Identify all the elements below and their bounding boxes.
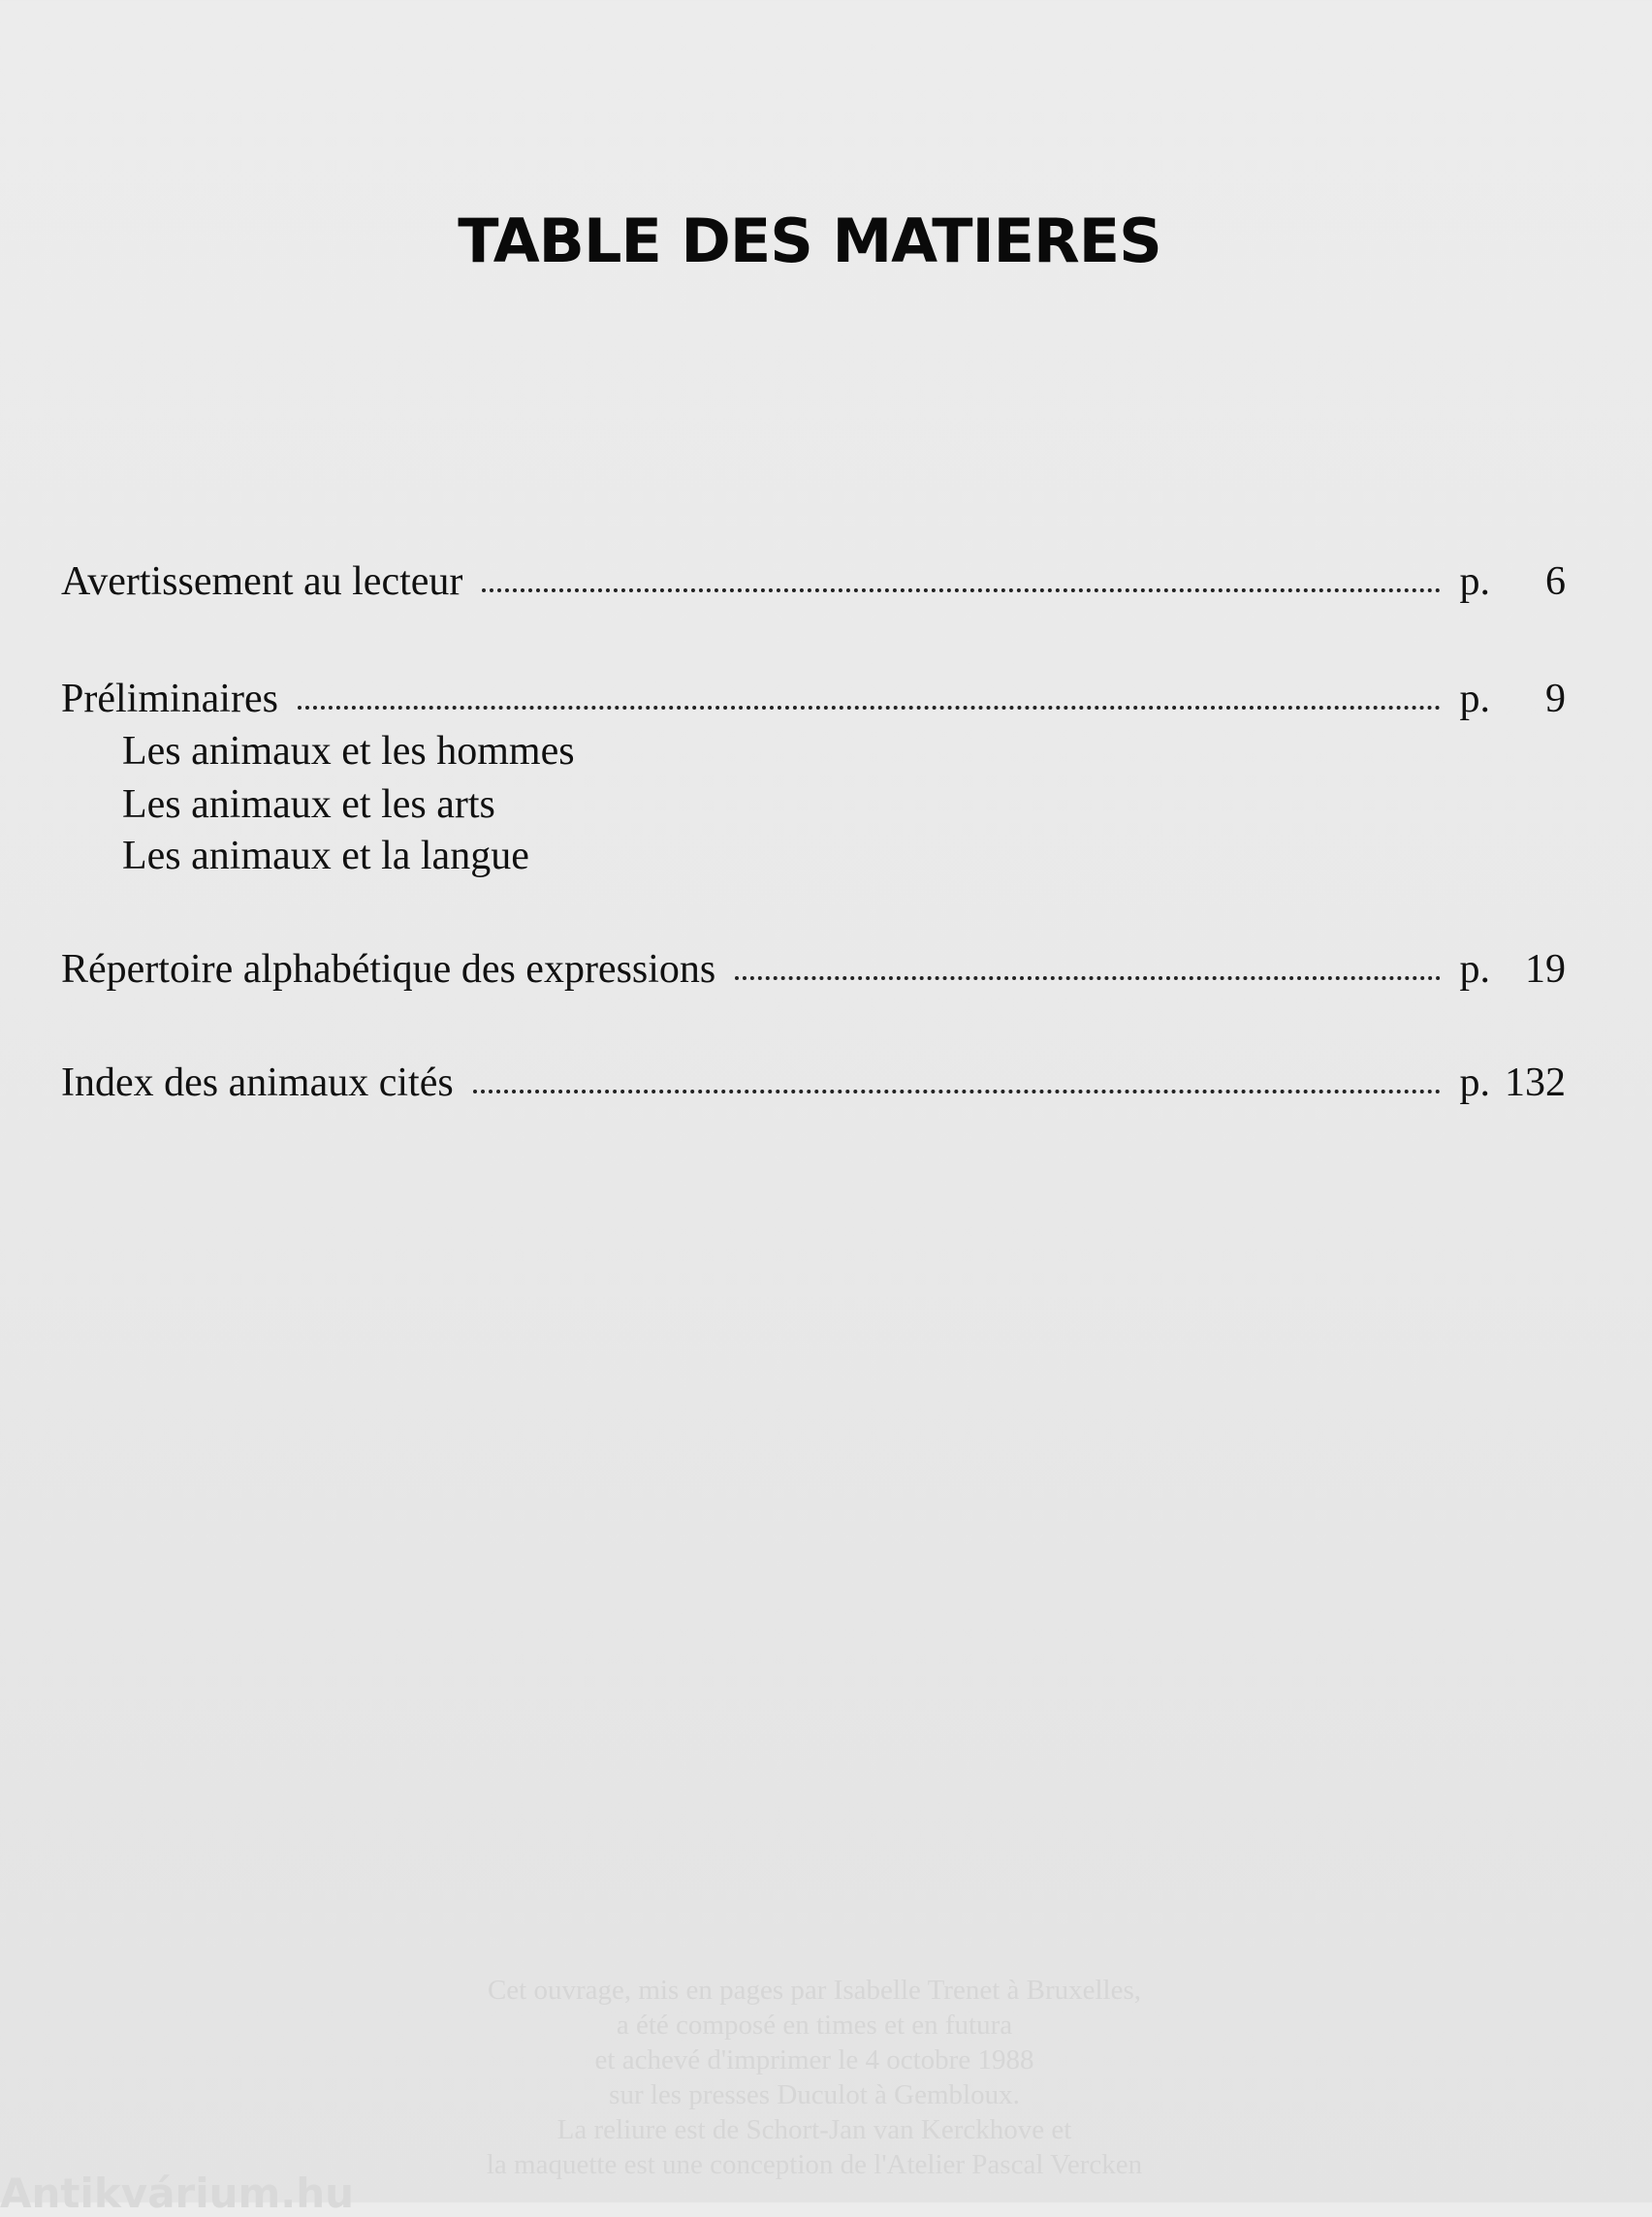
dot-leader <box>482 583 1440 592</box>
toc-subentry: Les animaux et les arts <box>122 782 495 827</box>
colophon-line: et achevé d'imprimer le 4 octobre 1988 <box>594 2044 1034 2075</box>
colophon-show-through <box>388 1973 1241 2182</box>
dot-leader <box>298 700 1441 710</box>
toc-subentry: Les animaux et la langue <box>122 834 529 878</box>
page-number: 9 <box>1545 677 1566 721</box>
toc-entry-repertoire <box>61 945 1566 994</box>
toc-subentry: Les animaux et les hommes <box>122 729 575 774</box>
toc-entry-label: Avertissement au lecteur <box>61 559 463 604</box>
toc-entry-index <box>61 1059 1566 1107</box>
colophon-line: Cet ouvrage, mis en pages par Isabelle Trenet à Bruxelles, <box>487 1975 1142 2006</box>
page-prefix: p. <box>1459 947 1490 992</box>
watermark: Antikvárium.hu <box>0 2169 355 2217</box>
page-title: TABLE DES MATIERES <box>458 206 1161 276</box>
colophon-line: a été composé en times et en futura <box>616 2010 1013 2041</box>
page-number: 132 <box>1505 1061 1566 1105</box>
page-prefix: p. <box>1459 1061 1490 1105</box>
toc-entry-avertissement <box>61 557 1566 606</box>
page-number: 6 <box>1545 559 1566 604</box>
colophon-line: La reliure est de Schort-Jan van Kerckhove et <box>556 2114 1072 2145</box>
page-number: 19 <box>1525 947 1566 992</box>
dot-leader <box>473 1084 1441 1093</box>
toc-entry-label: Préliminaires <box>61 677 278 721</box>
toc-entry-label: Répertoire alphabétique des expressions <box>61 947 716 992</box>
dot-leader <box>735 970 1440 980</box>
page-prefix: p. <box>1459 677 1490 721</box>
colophon-line: sur les presses Duculot à Gembloux. <box>609 2079 1020 2110</box>
colophon-line: la maquette est une conception de l'Atelier Pascal Vercken <box>486 2149 1143 2180</box>
toc-entry-preliminaires <box>61 675 1566 723</box>
toc-entry-label: Index des animaux cités <box>61 1061 454 1105</box>
page-prefix: p. <box>1459 559 1490 604</box>
